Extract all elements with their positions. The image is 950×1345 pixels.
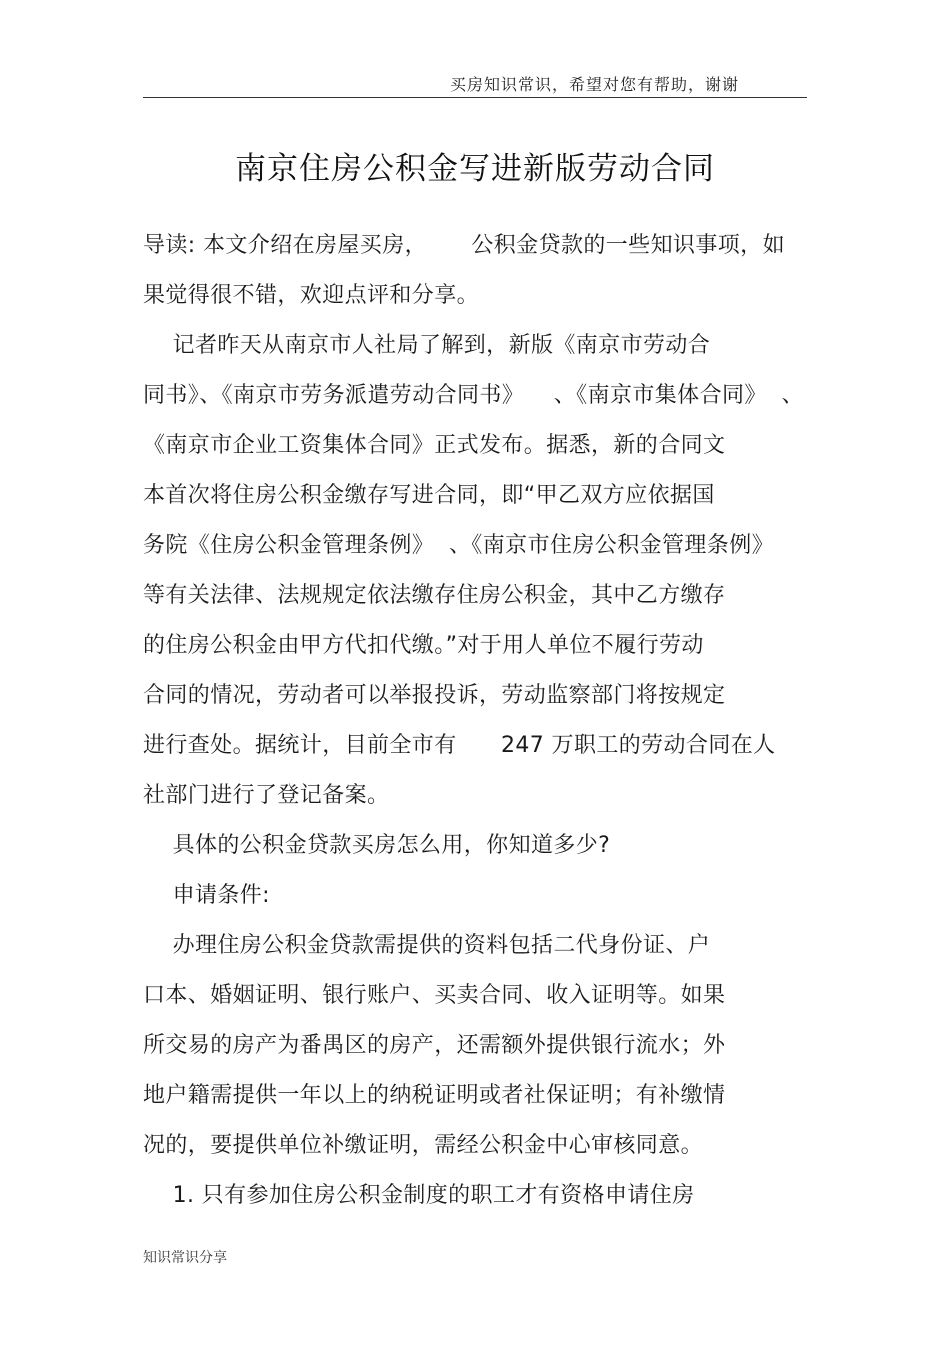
document-title: 南京住房公积金写进新版劳动合同	[235, 151, 715, 187]
body-line: 导读: 本文介绍在房屋买房， 公积金贷款的一些知识事项，如	[143, 233, 785, 258]
body-line: 办理住房公积金贷款需提供的资料包括二代身份证、户	[143, 933, 711, 958]
body-line: 同书》、《南京市劳务派遣劳动合同书》 、《南京市集体合同》 、	[143, 383, 804, 408]
body-line: 况的，要提供单位补缴证明，需经公积金中心审核同意。	[143, 1133, 704, 1158]
body-line: 口本、婚姻证明、银行账户、买卖合同、收入证明等。如果	[143, 983, 726, 1008]
page-footer-text: 知识常识分享	[143, 1250, 227, 1266]
body-line: 务院《住房公积金管理条例》 、《南京市住房公积金管理条例》	[143, 533, 774, 558]
header-divider	[143, 97, 807, 98]
body-line: 合同的情况，劳动者可以举报投诉，劳动监察部门将按规定	[143, 683, 726, 708]
body-line: 的住房公积金由甲方代扣代缴。”对于用人单位不履行劳动	[143, 633, 704, 658]
body-line: 社部门进行了登记备案。	[143, 783, 390, 808]
body-line: 记者昨天从南京市人社局了解到，新版《南京市劳动合	[143, 333, 711, 358]
body-line: 果觉得很不错，欢迎点评和分享。	[143, 283, 480, 308]
body-line: 等有关法律、法规规定依法缴存住房公积金，其中乙方缴存	[143, 583, 726, 608]
body-line: 进行查处。据统计，目前全市有 247 万职工的劳动合同在人	[143, 733, 776, 758]
body-line: 《南京市企业工资集体合同》正式发布。据悉，新的合同文	[143, 433, 726, 458]
body-line: 本首次将住房公积金缴存写进合同，即“甲乙双方应依据国	[143, 483, 715, 508]
body-line: 申请条件:	[143, 883, 270, 908]
body-line: 1. 只有参加住房公积金制度的职工才有资格申请住房	[143, 1183, 695, 1208]
body-line: 所交易的房产为番禺区的房产，还需额外提供银行流水；外	[143, 1033, 726, 1058]
page-header-text: 买房知识常识，希望对您有帮助，谢谢	[450, 75, 740, 94]
body-line: 具体的公积金贷款买房怎么用，你知道多少?	[143, 833, 611, 858]
body-line: 地户籍需提供一年以上的纳税证明或者社保证明；有补缴情	[143, 1083, 726, 1108]
